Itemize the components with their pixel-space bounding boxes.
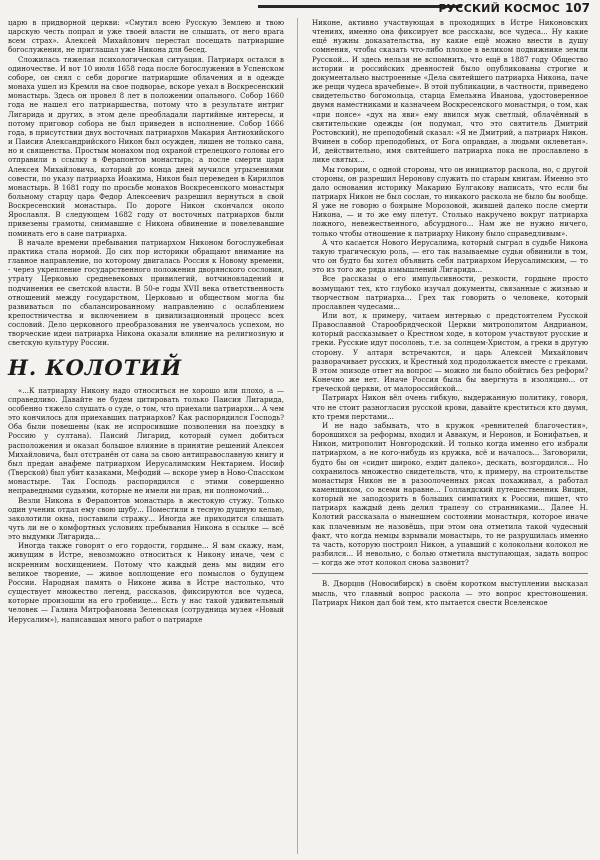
header-rule — [258, 5, 462, 8]
body-paragraph: А что касается Нового Иерусалима, который сыграл в судьбе Никона такую трагическую роль, — его так называемые судьи обвинили в том, что он будто бы хотел объявить себя патриархом Иерусалимским, — то это из того же ряда измышлений Лигарида... — [312, 237, 588, 275]
body-paragraph: «...К патриарху Никону надо относиться не хорошо или плохо, а — справедливо. Давайте не будем цитировать только Паисия Лигарида, особенно тяжело слушать о суде, о том, что приехали патриархи... А чем это кончилось для приехавших патриархов? Как распорядился Господь? Оба были повешены (как не испросившие позволения на поездку в Россию у султана). Паисий Лигарид, который сумел добиться расположения и оказал большое влияние в принятие решений Алексея Михайловича, был отстранён от сана за свою антиправославную книгу и был предан анафеме патриархом Иерусалимским Нектарием. Иосиф (Тверской) был убит казаками, Мефодий — вскоре умер в Ново-Спасском монастыре. Так Господь распорядился с этими совершенно неправедными судьями, которые не имели ни прав, ни полномочий... — [8, 385, 285, 496]
body-paragraph: царю в придворной церкви: «Смутил всею Русскую Землею и твою царскую честь попрал и уже твоей власти не слышать, от него врага всем страх». Алексей Михайлович перестал посещать патриаршие богослужения, не приглашал уже Никона для бесед. — [8, 18, 284, 55]
right-column — [312, 18, 588, 607]
column-divider — [297, 18, 298, 854]
body-paragraph: Или вот, к примеру, читаем интервью с предстоятелем Русской Православной Старообрядческой Церкви митрополитом Андрианом, который рассказывает о Крестном ходе, в котором участвуют русские и греки. Русские идут посолонь, т.е. за солнцем-Христом, а греки в другую сторону. У алтаря встречаются, и царь Алексей Михайлович разворачивает русских, и Крестный ход продолжается вместе с греками. В этом эпизоде ответ на вопрос — можно ли было обойтись без реформ? Конечно же нет. Иначе Россия была бы ввергнута в изоляцию... от греческой церкви, от малороссийской... — [312, 311, 588, 394]
body-paragraph: Везли Никона в Ферапонтов монастырь в жестокую стужу. Только один ученик отдал ему свою шубу... Поместили в тесную душную келью, заколотили окна, поставили стражу... Иногда же приходится слышать чуть ли не о комфортных условиях пребывания Никона в ссылке — всё это выдумки Лигарида... — [8, 495, 284, 542]
body-paragraph: В начале времени пребывания патриархом Никоном богослужебная практика стала нормой. До сих пор историки обращают внимание на главное направление, по которому двигалась Россия к Новому времени, - через укрепление государственного положения дворянского сословия, утрату Церковью средневековых привилегий, вотчиновладений и подчинения ее светской власти. В 50-е годы XVII века ответственность отношений между государством, Церковью и обществом могла бы развиваться по сбалансированному направлению с ослаблением крепостничества и включением в цивилизационный процесс всех сословий. Дело церковного преобразования не увенчалось успехом, но творческие идеи патриарха Никона оказали влияние на религиозную и светскую культуру России. — [8, 237, 284, 348]
body-paragraph: Мы говорим, с одной стороны, что он инициатор раскола, но, с другой стороны, он разрешил Неронову служить по старым книгам. Именно это дало основания историку Макарию Булгакову написать, что если бы патриарх Никон не был сослан, то никакого раскола не было бы вообще. Я уже не говорю о боярыне Морозовой, жившей далеко после смерти Никона, — и то же ему плетут. Столько накручено вокруг патриарха ложного, невежественного, абсурдного... Нам же не нужно ничего, только чтобы отношение к патриарху Никону было справедливым». — [312, 164, 588, 238]
author-heading: Н. КОЛОТИЙ — [8, 354, 183, 380]
body-paragraph: Иногда также говорят о его гордости, гордыне... Я вам скажу, нам, живущим в Истре, невозможно относиться к Никону иначе, чем с искренним восхищением. Потому что каждый день мы видим его великое творение, — живое воплощение его помыслов о будущем России. Народная память о Никоне жива в Истре настолько, что существует множество легенд, рассказов, фиксируются все чудеса, которые произошли на его гробнице... Есть у нас такой удивительный человек — Галина Митрофановна Зеленская (сотрудница музея «Новый Иерусалим»), написавшая много работ о патриархе — [8, 541, 284, 624]
body-paragraph: Никоне, активно участвующая в проходящих в Истре Никоновских чтениях, именно она фиксирует все рассказы, все чудеса... Ну какие ещё нужны доказательства, ну какие ещё можно внести в душу сомнения, чтобы сказать что-либо плохое в великом подвижнике земли Русской... И здесь нельзя не вспомнить, что ещё в 1887 году Общество истории и российских древностей было опубликованы строгие и документально выстроенные «Дела святейшего патриарха Никона, паче же рещи чудеса врачебные». В этой публикации, в частности, приведено свидетельство богомольца, старца Емельяна Иванова, удостоверенное двумя наместниками и казначеем Воскресенского монастыря, о том, как «при поясе» «дух на яви» ему явился муж светлый, облачённый в святительские одежды (он подумал, что это святитель Дмитрий Ростовский), не преподобный сказал: «Я не Дмитрий, а патриарх Никон. Вчинен в собор преподобных, от Бога оправдан, а людьми оклеветан». И, действительно, имя святейшего патриарха пока не прославлено в лике святых... — [312, 18, 588, 165]
body-paragraph: В. Дворцов (Новосибирск) в своём коротком выступлении высказал мысль, что главный вопрос раскола — это вопрос крестоношения. Патриарх Никон дал бой тем, кто пытается свести Вселенское — [312, 579, 588, 607]
body-paragraph: Патриарх Никон вёл очень гибкую, выдержанную политику, говоря, что не стоит разногласия русской крови, давайте креститься кто двумя, кто тремя перстами... — [312, 393, 588, 421]
body-paragraph: Сложилась тяжелая психологическая ситуация. Патриарх остался в одиночестве. И вот 10 июля 1658 года после богослужения в Успенском соборе, он снял с себя дорогие патриаршие облачения и в одежде монаха ушел из Кремля на свое подворье, вскоре уехал в Воскресенский монастырь. Здесь он провел 8 лет в положении опального. Собор 1660 года не нашел его патриаршества, потому что в результате интриг Лигарида и других, в этом деле преобладали партийные интересы, и потому приговор собора не был приведен в исполнение. Собор 1666 года, в присутствии двух восточных патриархов Макария Антиохийского и Паисия Александрийского Никон был осужден, лишен не только сана, но и священства. Простым монахом под охраной стрелецкого головы его отправили в ссылку в Ферапонтов монастырь; а после смерти царя Алексея Михайловича, который до конца дней мучился угрызениями совести, по указу патриарха Иоакима, Никон был переведен в Кириллов монастырь. В 1681 году по просьбе монахов Воскресенского монастыря больному старцу царь Федор Алексеевич разрешил вернуться в свой Воскресенский монастырь. По дороге Никон скончался около Ярославля. В следующем 1682 году от восточных патриархов были привезены грамоты, снимавшие с Никона обвинение и повелевавшие поминать его в сане патриарха. — [8, 54, 284, 238]
page-number: 107 — [564, 1, 590, 15]
section-rule — [312, 573, 588, 574]
body-paragraph: И не надо забывать, что в кружок «ревнителей благочестия», боровшихся за реформы, входил и Аввакум, и Неронов, и Бонифатьев, и Никон, митрополит Новгородский. И только когда именно его избрали патриархом, а не кого-нибудь из кружка, всё и началось... Заговорили, будто бы он «сидит широко, ездит далеко», дескать, возгордился... Но сохранилось множество свидетельств, что, к примеру, на строительстве монастыря Никон не в разоолоченных рясах похаживал, а работал каменщиком, со всеми наравне... Голландский путешественник Вицин, который не заподозрить в больших симпатиях к России, пишет, что патриарх каждый день делил трапезу со странниками... Далее Н. Колотий рассказала о нынешнем состоянии монастыря, которое иначе как плачевным не назовёшь, при этом она отметила такой чудесный факт, что когда немцы взрывали монастырь, то не разрушилась именно та часть, которую построил Никон, а упавший с колокольни колокол не разбился... И невольно, с болью отметила выступающая, задать вопрос — когда же этот колокол снова зазвонит? — [312, 420, 588, 568]
body-paragraph: Все рассказы о его импульсивности, резкости, гордыне просто возмущают тех, кто глубоко изучал документы, связанные с жизнью и творчеством патриарха... Грех так говорить о человеке, который прославлен чудесами... — [312, 274, 588, 311]
left-column — [8, 18, 284, 624]
page-header — [0, 0, 600, 18]
magazine-title: РУССКИЙ КОСМОС — [438, 2, 560, 15]
